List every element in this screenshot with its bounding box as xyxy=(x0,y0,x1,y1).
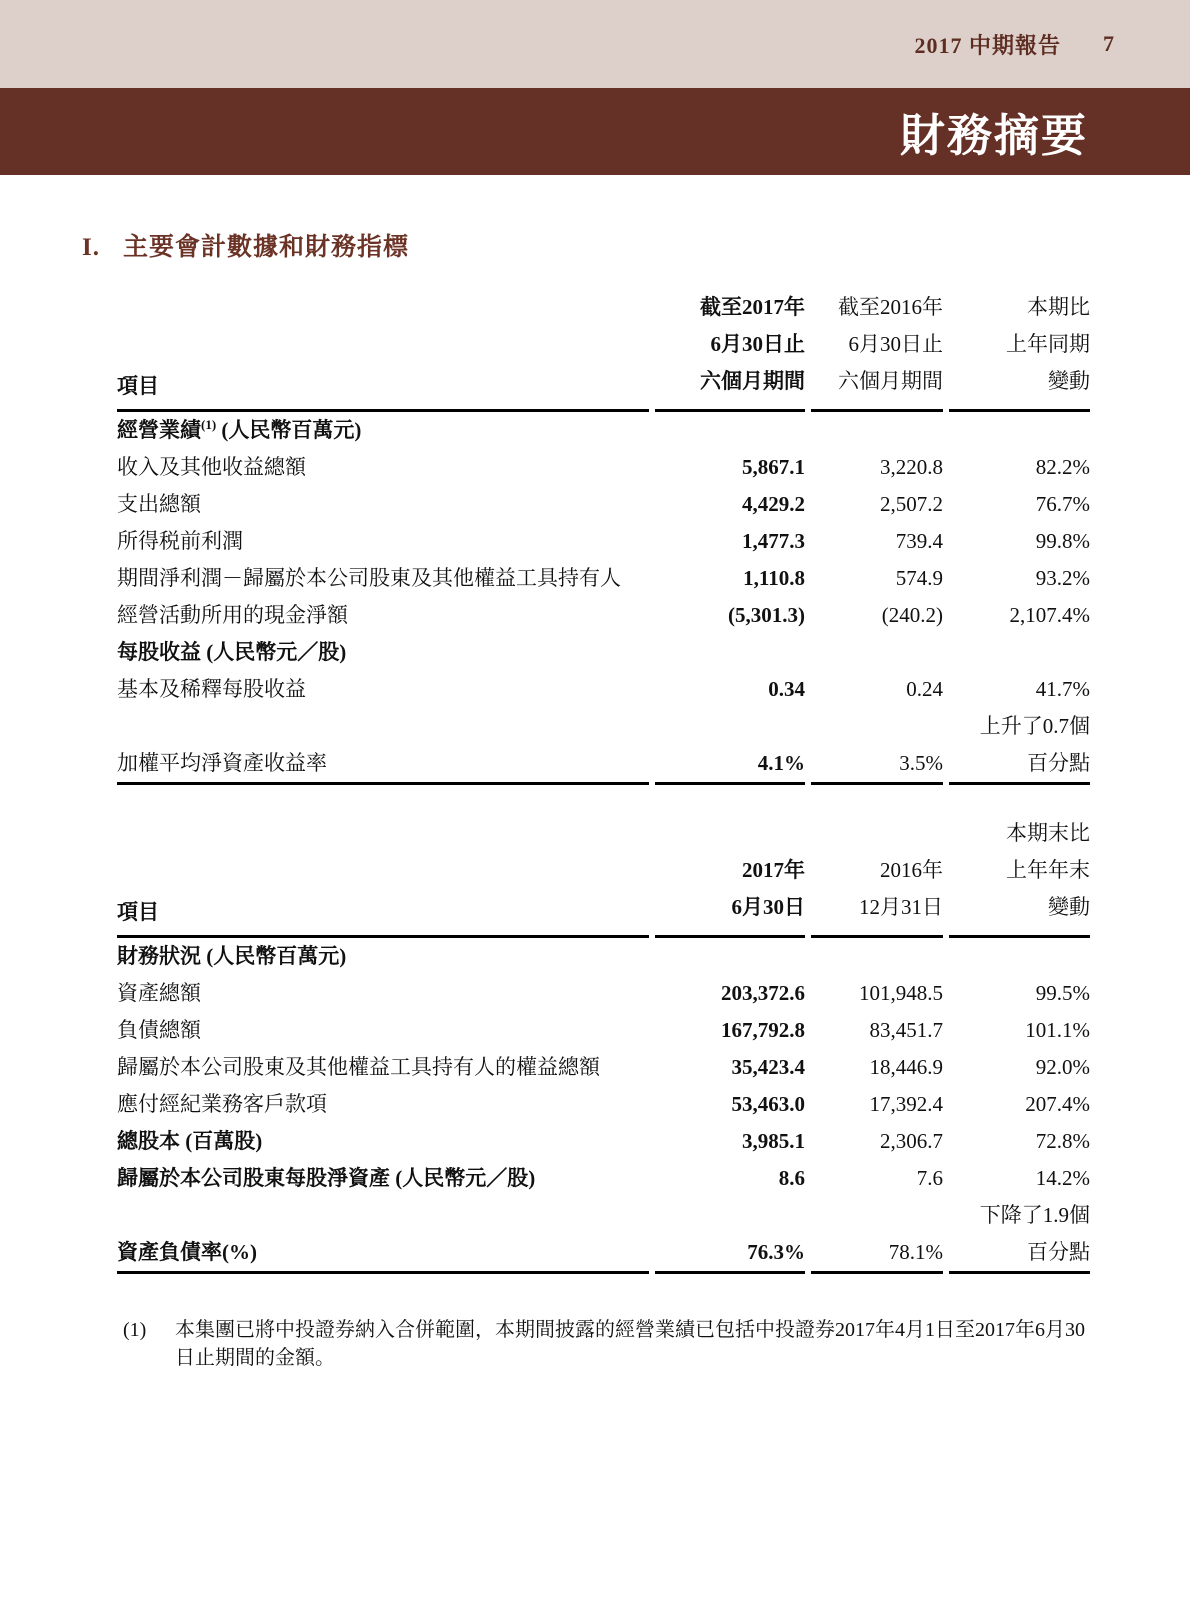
column-header-3 xyxy=(949,289,1090,412)
value-prior: 2,507.2 xyxy=(880,492,943,516)
value-prior: 3,220.8 xyxy=(880,455,943,479)
table-row xyxy=(117,745,1090,785)
row-label: 經營業績$^{(1)}$ (人民幣百萬元) xyxy=(117,417,362,442)
change-value: 2,107.4% xyxy=(1009,603,1090,627)
section-numeral: I. xyxy=(82,234,100,261)
value-prior: 83,451.7 xyxy=(869,1018,943,1042)
table-row xyxy=(117,1234,1090,1274)
value-current: 203,372.6 xyxy=(721,981,805,1005)
column-header-line: 六個月期間 xyxy=(838,369,943,393)
table-row xyxy=(117,1049,1090,1086)
value-prior: 18,446.9 xyxy=(869,1055,943,1079)
section-heading xyxy=(0,227,1190,263)
row-label: 期間淨利潤－歸屬於本公司股東及其他權益工具持有人 xyxy=(117,566,621,590)
change-value: 92.0% xyxy=(1035,1055,1090,1079)
table-row xyxy=(117,486,1090,523)
change-value: 百分點 xyxy=(949,745,1090,785)
change-value: 99.8% xyxy=(1035,529,1090,553)
change-value: 76.7% xyxy=(1035,492,1090,516)
value-current xyxy=(655,412,805,449)
row-label: 所得税前利潤 xyxy=(117,529,243,553)
value-prior xyxy=(811,634,943,671)
change-value: 82.2% xyxy=(1035,455,1090,479)
value-current: 76.3% xyxy=(655,1234,805,1274)
row-label: 資產總額 xyxy=(117,981,201,1005)
column-header-line: 本期末比 xyxy=(1006,821,1090,845)
value-current xyxy=(655,634,805,671)
change-value xyxy=(949,412,1090,449)
value-current: 53,463.0 xyxy=(731,1092,805,1116)
row-label: 基本及稀釋每股收益 xyxy=(117,677,306,701)
value-prior: 101,948.5 xyxy=(859,981,943,1005)
change-value: 93.2% xyxy=(1035,566,1090,590)
row-label xyxy=(117,708,649,745)
row-label: 收入及其他收益總額 xyxy=(117,455,306,479)
table-row xyxy=(117,1012,1090,1049)
header-row xyxy=(117,815,1090,938)
column-header-2 xyxy=(811,289,943,412)
table-row xyxy=(117,449,1090,486)
value-current: 4,429.2 xyxy=(742,492,805,516)
table-row xyxy=(117,523,1090,560)
value-current xyxy=(655,1197,805,1234)
table-row xyxy=(117,708,1090,745)
column-header-line: 6月30日止 xyxy=(848,332,943,356)
value-current: 4.1% xyxy=(655,745,805,785)
value-current: 0.34 xyxy=(768,677,805,701)
table-row xyxy=(117,560,1090,597)
section-row xyxy=(117,634,1090,671)
row-label: 經營活動所用的現金淨額 xyxy=(117,603,348,627)
value-current: 5,867.1 xyxy=(742,455,805,479)
column-header-1 xyxy=(655,289,805,412)
table-row xyxy=(117,1086,1090,1123)
change-value: 72.8% xyxy=(1035,1129,1090,1153)
value-prior xyxy=(811,938,943,975)
interim-results-table-body xyxy=(117,412,1090,785)
value-current: 1,110.8 xyxy=(743,566,805,590)
page-number: 7 xyxy=(1103,31,1114,56)
value-prior: 17,392.4 xyxy=(869,1092,943,1116)
value-current: 8.6 xyxy=(778,1166,805,1190)
footnote-reference: (1) xyxy=(201,417,217,432)
column-header-line: 變動 xyxy=(1048,895,1090,919)
row-label: 支出總額 xyxy=(117,492,201,516)
value-prior xyxy=(811,1197,943,1234)
table-row xyxy=(117,597,1090,634)
value-prior: 2,306.7 xyxy=(880,1129,943,1153)
column-header-line: 2017年 xyxy=(742,858,805,882)
value-current: 3,985.1 xyxy=(742,1129,805,1153)
section-title: 主要會計數據和財務指標 xyxy=(123,234,410,261)
financial-position-table xyxy=(111,815,1096,1274)
row-label: 加權平均淨資產收益率 xyxy=(117,745,649,785)
value-current: 1,477.3 xyxy=(742,529,805,553)
table-row xyxy=(117,671,1090,708)
chapter-banner xyxy=(0,88,1190,175)
change-value xyxy=(949,634,1090,671)
column-header-line: 上年同期 xyxy=(1006,332,1090,356)
value-prior: (240.2) xyxy=(881,603,943,627)
change-value: 101.1% xyxy=(1025,1018,1090,1042)
chapter-title: 財務摘要 xyxy=(899,111,1088,161)
column-header-1 xyxy=(655,815,805,938)
footnote xyxy=(123,1316,1090,1372)
column-header-line: 6月30日止 xyxy=(710,332,805,356)
value-current xyxy=(655,938,805,975)
table-row xyxy=(117,1123,1090,1160)
interim-results-table-header xyxy=(117,289,1090,412)
value-prior xyxy=(811,708,943,745)
row-label: 歸屬於本公司股東每股淨資產 (人民幣元／股) xyxy=(117,1166,536,1190)
financial-position-table-header xyxy=(117,815,1090,938)
column-header-line: 2016年 xyxy=(880,858,943,882)
column-header-line: 六個月期間 xyxy=(700,369,805,393)
table-spacer xyxy=(0,785,1190,815)
value-prior: 7.6 xyxy=(916,1166,943,1190)
report-title: 2017 中期報告 xyxy=(914,32,1061,58)
change-value: 下降了1.9個 xyxy=(979,1203,1090,1227)
footnote-text: 本集團已將中投證券納入合併範圍，本期間披露的經營業績已包括中投證券2017年4月1日至2017年6月30日止期間的金額。 xyxy=(175,1319,1085,1369)
row-label: 應付經紀業務客戶款項 xyxy=(117,1092,327,1116)
value-prior xyxy=(811,412,943,449)
table-row xyxy=(117,1197,1090,1234)
row-label: 負債總額 xyxy=(117,1018,201,1042)
stub-header: 項目 xyxy=(117,289,649,412)
row-label: 總股本 (百萬股) xyxy=(117,1129,263,1153)
row-label: 資產負債率(%) xyxy=(117,1234,649,1274)
interim-results-table xyxy=(111,289,1096,785)
column-header-line: 6月30日 xyxy=(731,895,805,919)
top-header-bar xyxy=(0,0,1190,88)
column-header-3 xyxy=(949,815,1090,938)
change-value: 99.5% xyxy=(1035,981,1090,1005)
section-row xyxy=(117,938,1090,975)
table-row xyxy=(117,1160,1090,1197)
value-current xyxy=(655,708,805,745)
value-current: 167,792.8 xyxy=(721,1018,805,1042)
footnote-marker: (1) xyxy=(123,1319,147,1341)
financial-position-table-body xyxy=(117,938,1090,1274)
value-current: 35,423.4 xyxy=(731,1055,805,1079)
value-prior: 574.9 xyxy=(895,566,943,590)
change-value: 41.7% xyxy=(1035,677,1090,701)
section-row xyxy=(117,412,1090,449)
column-header-line: 變動 xyxy=(1048,369,1090,393)
row-label: 歸屬於本公司股東及其他權益工具持有人的權益總額 xyxy=(117,1055,600,1079)
change-value: 百分點 xyxy=(949,1234,1090,1274)
column-header-line: 截至2017年 xyxy=(700,295,805,319)
value-prior: 739.4 xyxy=(895,529,943,553)
stub-header: 項目 xyxy=(117,815,649,938)
row-label xyxy=(117,1197,649,1234)
change-value: 14.2% xyxy=(1035,1166,1090,1190)
value-prior: 78.1% xyxy=(811,1234,943,1274)
column-header-line: 12月31日 xyxy=(859,895,943,919)
column-header-line: 本期比 xyxy=(1027,295,1090,319)
change-value xyxy=(949,938,1090,975)
row-label: 每股收益 (人民幣元／股) xyxy=(117,640,347,664)
header-row xyxy=(117,289,1090,412)
change-value: 上升了0.7個 xyxy=(979,714,1090,738)
change-value: 207.4% xyxy=(1025,1092,1090,1116)
value-prior: 0.24 xyxy=(906,677,943,701)
value-current: (5,301.3) xyxy=(728,603,805,627)
row-label: 財務狀況 (人民幣百萬元) xyxy=(117,944,347,968)
column-header-line: 截至2016年 xyxy=(838,295,943,319)
column-header-2 xyxy=(811,815,943,938)
table-row xyxy=(117,975,1090,1012)
value-prior: 3.5% xyxy=(811,745,943,785)
column-header-line: 上年年末 xyxy=(1006,858,1090,882)
